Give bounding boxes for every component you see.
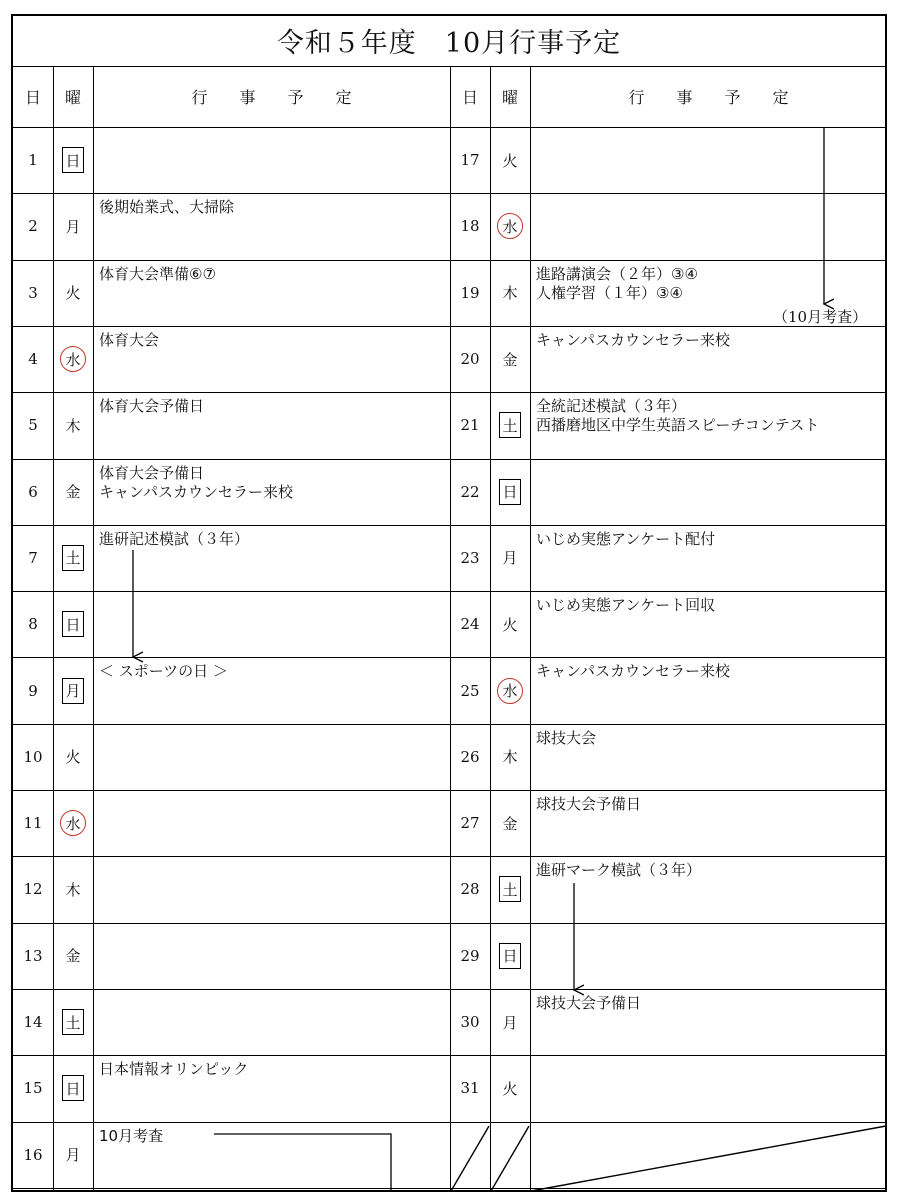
day-number: 30 [460,1013,480,1032]
row-divider [11,657,887,658]
holiday-box: 土 [62,545,84,571]
row-divider [11,724,887,725]
day-number: 20 [460,350,480,369]
row-divider [11,1122,887,1123]
day-number: 5 [28,416,38,435]
day-number: 27 [460,814,480,833]
row-divider [11,326,887,327]
weekday-label: 火 [502,1079,518,1098]
header-weekday: 曜 [64,88,81,107]
weekday-cell [490,657,530,723]
weekday-cell [53,459,93,525]
event-text: 西播磨地区中学生英語スピーチコンテスト [536,416,820,435]
day-number: 23 [460,548,480,567]
weekday-cell [490,923,530,989]
weekday-cell [53,790,93,856]
weekday-label: 木 [502,748,518,767]
day-number: 9 [28,681,38,700]
half-day-circle: 水 [497,678,523,704]
weekday-label: 木 [65,416,81,435]
weekday-label: 木 [502,284,518,303]
weekday-cell [490,525,530,591]
row-divider [11,591,887,592]
day-number: 28 [460,880,480,899]
header-divider [11,66,887,67]
row-divider [11,525,887,526]
day-number: 8 [28,615,38,634]
holiday-box: 日 [62,1075,84,1101]
day-number: 6 [28,482,38,501]
weekday-label: 月 [502,1013,518,1032]
event-text: 進研マーク模試（３年） [536,861,702,880]
weekday-label: 木 [65,880,81,899]
half-day-circle: 水 [60,810,86,836]
weekday-label: 月 [65,1146,81,1165]
day-number: 21 [460,416,480,435]
event-text: 体育大会 [99,330,160,349]
event-text: 人権学習（１年）③④ [536,283,683,302]
holiday-box: 日 [62,611,84,637]
row-divider [11,856,887,857]
weekday-cell [53,591,93,657]
event-text: 進路講演会（２年）③④ [536,264,698,283]
weekday-cell [490,1055,530,1121]
day-number: 17 [460,151,480,170]
day-number: 10 [23,747,43,766]
column-divider [93,66,94,1190]
holiday-box: 土 [62,1009,84,1035]
row-divider [11,790,887,791]
day-number: 25 [460,681,480,700]
weekday-label: 火 [502,151,518,170]
row-divider [11,459,887,460]
day-number: 18 [460,217,480,236]
row-divider [11,1188,887,1189]
row-divider [11,1055,887,1056]
weekday-cell [490,856,530,922]
event-text: 日本情報オリンピック [99,1060,249,1079]
day-number: 16 [23,1145,43,1164]
day-number: 3 [28,283,38,302]
weekday-cell [53,856,93,922]
day-number: 26 [460,747,480,766]
weekday-label: 火 [65,284,81,303]
weekday-label: 月 [502,549,518,568]
weekday-label: 火 [65,748,81,767]
weekday-cell [490,260,530,326]
header-day: 日 [24,88,41,107]
weekday-cell [53,724,93,790]
header-weekday: 曜 [501,88,518,107]
day-number: 7 [28,548,38,567]
weekday-cell [490,591,530,657]
event-text: 全統記述模試（３年） [536,397,687,416]
weekday-cell [490,989,530,1055]
header-day: 日 [461,88,478,107]
day-number: 2 [28,217,38,236]
weekday-cell [53,923,93,989]
day-number: 19 [460,283,480,302]
holiday-box: 日 [499,479,521,505]
weekday-cell [53,326,93,392]
schedule-frame [11,14,887,1192]
weekday-cell [490,392,530,458]
page-title: 令和５年度 10月行事予定 [276,27,622,59]
event-text: いじめ実態アンケート配付 [536,529,716,548]
column-divider [530,66,531,1190]
weekday-cell [490,193,530,259]
event-text: 進研記述模試（３年） [99,529,250,548]
weekday-cell [53,260,93,326]
event-text: キャンパスカウンセラー来校 [536,662,730,681]
weekday-label: 金 [502,814,518,833]
event-text: 体育大会予備日 [99,397,205,416]
day-number: 31 [460,1079,480,1098]
event-text: 10月考査 [99,1126,164,1145]
event-text: キャンパスカウンセラー来校 [99,482,293,501]
weekday-label: 火 [502,615,518,634]
weekday-cell [490,724,530,790]
day-number: 14 [23,1013,43,1032]
day-number: 1 [28,151,38,170]
day-number: 22 [460,482,480,501]
event-text: ＜ スポーツの日 ＞ [99,662,228,681]
row-divider [11,923,887,924]
event-text: 球技大会予備日 [536,795,642,813]
weekday-cell [53,127,93,193]
weekday-cell [53,657,93,723]
holiday-box: 日 [499,943,521,969]
weekday-label: 金 [65,483,81,502]
weekday-cell [53,392,93,458]
event-text: 球技大会 [536,728,597,747]
half-day-circle: 水 [497,213,523,239]
weekday-cell [53,989,93,1055]
event-text: キャンパスカウンセラー来校 [536,330,730,349]
weekday-label: 金 [65,947,81,966]
holiday-box: 日 [62,147,84,173]
day-number: 13 [23,946,43,965]
half-day-circle: 水 [60,346,86,372]
row-divider [11,989,887,990]
row-divider [11,193,887,194]
event-text: 後期始業式、大掃除 [99,198,235,217]
header-events: 行 事 予 定 [191,88,352,107]
weekday-cell [53,525,93,591]
weekday-label: 月 [65,217,81,236]
day-number: 29 [460,946,480,965]
day-number: 15 [23,1079,43,1098]
day-number: 24 [460,615,480,634]
day-number: 12 [23,880,43,899]
row-divider [11,392,887,393]
weekday-cell [490,326,530,392]
event-text: 体育大会予備日 [99,463,205,482]
header-events: 行 事 予 定 [628,88,789,107]
holiday-box: 月 [62,678,84,704]
weekday-cell [490,127,530,193]
event-text: いじめ実態アンケート回収 [536,596,716,615]
row-divider [11,260,887,261]
weekday-cell [53,193,93,259]
weekday-cell [490,790,530,856]
weekday-cell [490,459,530,525]
holiday-box: 土 [499,412,521,438]
row-divider [11,127,887,128]
event-text: 体育大会準備⑥⑦ [99,264,216,283]
weekday-cell [53,1055,93,1121]
continuation-note: （10月考査） [773,308,868,326]
holiday-box: 土 [499,876,521,902]
event-text: 球技大会予備日 [536,993,642,1012]
day-number: 11 [23,814,43,833]
weekday-cell [53,1122,93,1188]
day-number: 4 [28,350,38,369]
weekday-label: 金 [502,350,518,369]
